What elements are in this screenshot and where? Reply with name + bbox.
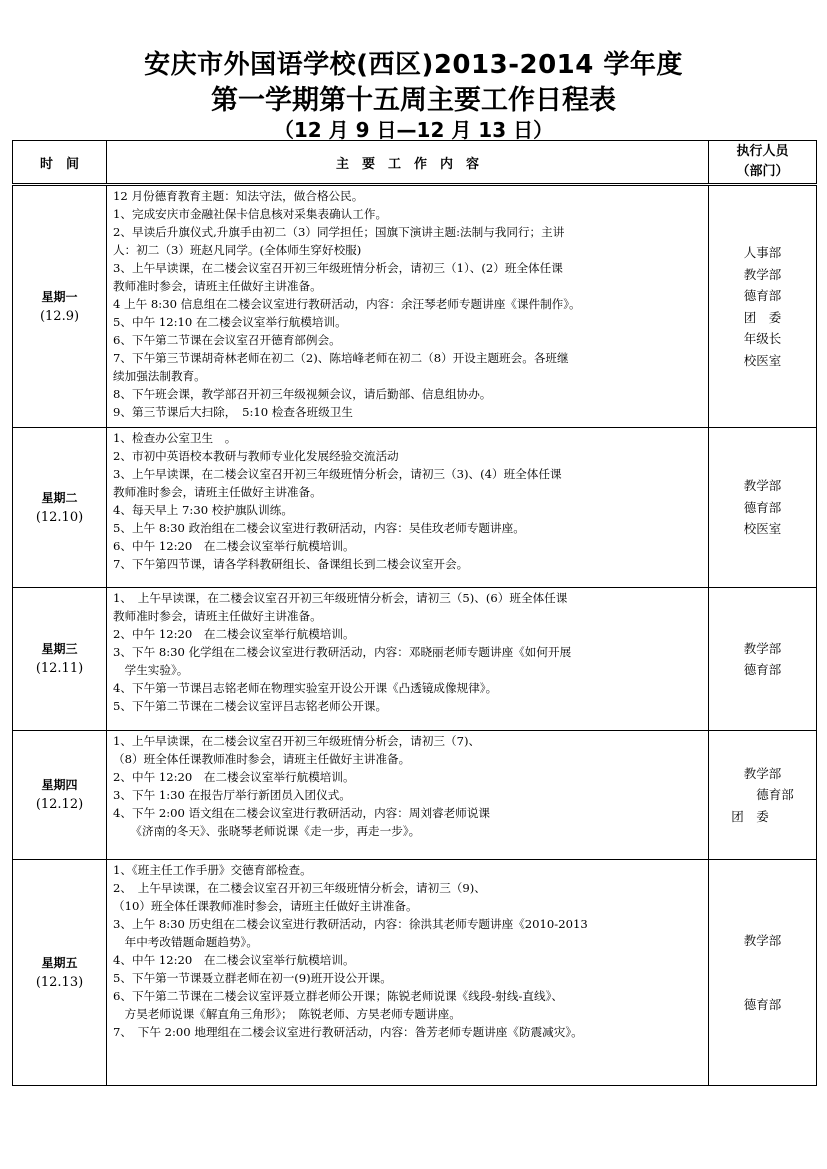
content-line: 3、上午早读课，在二楼会议室召开初三年级班情分析会，请初三（3)、(4）班全体任课 xyxy=(113,467,562,481)
content-line: 6、下午第二节课在二楼会议室评聂立群老师公开课；陈锐老师说课《线段-射线-直线》、 xyxy=(113,989,563,1003)
content-line: 2、中午 12:20 在二楼会议室举行航模培训。 xyxy=(113,770,355,784)
staff-cell xyxy=(709,428,817,588)
content-line: 5、中午 12:10 在二楼会议室举行航模培训。 xyxy=(113,315,347,329)
date-range: （12 月 9 日—12 月 13 日） xyxy=(273,118,554,142)
day-name: 星期三 xyxy=(41,642,78,656)
content-line: 《济南的冬天》、张晓琴老师说课《走一步，再走一步》。 xyxy=(113,824,421,838)
content-line: 1、 上午早读课，在二楼会议室召开初三年级班情分析会，请初三（5)、(6）班全体任课 xyxy=(113,591,568,605)
staff-item xyxy=(710,951,815,973)
staff-cell xyxy=(709,731,817,860)
content-line: 4、中午 12:20 在二楼会议室举行航模培训。 xyxy=(113,953,355,967)
content-line: 6、下午第二节课在会议室召开德育部例会。 xyxy=(113,333,341,347)
content-line: 教师准时参会，请班主任做好主讲准备。 xyxy=(113,485,322,499)
content-line: 7、 下午 2:00 地理组在二楼会议室进行教研活动，内容：昝芳老师专题讲座《防震减灾》。 xyxy=(113,1025,583,1039)
column-header-content: 主 要 工 作 内 容 xyxy=(107,141,709,185)
day-cell xyxy=(13,185,107,428)
content-line: 年中考改错题命题趋势》。 xyxy=(113,935,258,949)
content-line: 8、下午班会课，教学部召开初三年级视频会议，请后勤部、信息组协办。 xyxy=(113,387,492,401)
content-line: 人：初二（3）班赵凡同学。(全体师生穿好校服) xyxy=(113,243,362,257)
staff-item: 德育部 xyxy=(743,662,782,677)
content-line: 1、《班主任工作手册》交德育部检查。 xyxy=(113,863,312,877)
content-line: 4、每天早上 7:30 校护旗队训练。 xyxy=(113,503,293,517)
day-name: 星期五 xyxy=(41,955,78,970)
content-line: 5、上午 8:30 政治组在二楼会议室进行教研活动，内容：吴佳玫老师专题讲座。 xyxy=(113,521,525,535)
staff-item: 德育部 xyxy=(743,499,782,515)
staff-item: 年级长 xyxy=(743,331,782,346)
content-line: 3、上午早读课，在二楼会议室召开初三年级班情分析会，请初三（1）、(2）班全体任课 xyxy=(113,261,563,275)
content-line: 1、上午早读课，在二楼会议室召开初三年级班情分析会，请初三（7)、 xyxy=(113,734,481,748)
content-line: 4、下午 2:00 语文组在二楼会议室进行教研活动，内容：周刘睿老师说课 xyxy=(113,806,491,820)
staff-item: 校医室 xyxy=(743,521,782,537)
content-line: 3、下午 8:30 化学组在二楼会议室进行教研活动，内容：邓晓丽老师专题讲座《如何开展 xyxy=(113,645,572,659)
content-line: 教师准时参会，请班主任做好主讲准备。 xyxy=(113,279,322,293)
day-name: 星期一 xyxy=(41,289,78,304)
day-name: 星期四 xyxy=(41,778,78,792)
staff-item: 教学部 xyxy=(743,765,782,781)
content-line: 7、下午第三节课胡奇林老师在初二（2)、陈培峰老师在初二（8）开设主题班会。各班继 xyxy=(113,351,569,365)
staff-item: 教学部 xyxy=(743,932,782,948)
title-line-1: 安庆市外国语学校(西区)2013-2014 学年度 xyxy=(144,50,683,80)
day-row xyxy=(13,428,817,588)
staff-item: 校医室 xyxy=(743,352,782,368)
content-cell xyxy=(107,860,709,1086)
content-cell xyxy=(107,588,709,731)
content-line: 7、下午第四节课，请各学科教研组长、备课组长到二楼会议室开会。 xyxy=(113,557,469,571)
content-line: 1、检查办公室卫生 。 xyxy=(113,431,237,445)
schedule-body xyxy=(13,185,817,1086)
day-name: 星期二 xyxy=(41,490,78,505)
staff-item: 德育部 xyxy=(731,787,794,803)
day-cell xyxy=(13,860,107,1086)
day-cell xyxy=(13,588,107,731)
content-line: 1、完成安庆市金融社保卡信息核对采集表确认工作。 xyxy=(113,207,388,221)
staff-header-line1: 执行人员 xyxy=(736,144,789,159)
content-line: 2、早读后升旗仪式,升旗手由初二（3）同学担任；国旗下演讲主题:法制与我同行；主讲 xyxy=(113,225,565,239)
staff-cell xyxy=(709,588,817,731)
content-line: 12 月份德育教育主题：知法守法，做合格公民。 xyxy=(113,189,364,203)
day-row xyxy=(13,185,817,428)
day-date: (12.12) xyxy=(35,797,84,812)
column-header-time: 时 间 xyxy=(13,141,107,185)
day-date: (12.9) xyxy=(39,308,80,324)
staff-item: 德育部 xyxy=(743,997,782,1012)
content-line: 4、下午第一节课吕志铭老师在物理实验室开设公开课《凸透镜成像规律》。 xyxy=(113,681,498,695)
day-date: (12.10) xyxy=(35,509,84,525)
content-line: 5、下午第一节课聂立群老师在初一(9)班开设公开课。 xyxy=(113,971,392,985)
content-line: 4 上午 8:30 信息组在二楼会议室进行教研活动，内容：余汪琴老师专题讲座《课件制作》。 xyxy=(113,297,581,311)
staff-item: 团 委 xyxy=(731,808,794,824)
content-line: 续加强法制教育。 xyxy=(113,369,206,383)
staff-header-line2: （部门） xyxy=(736,164,789,179)
content-line: 6、中午 12:20 在二楼会议室举行航模培训。 xyxy=(113,539,355,553)
content-line: 方昊老师说课《解直角三角形》； 陈锐老师、方昊老师专题讲座。 xyxy=(113,1007,461,1021)
column-header-staff xyxy=(709,141,817,185)
content-line: 2、市初中英语校本教研与教师专业化发展经验交流活动 xyxy=(113,449,399,463)
staff-item: 教学部 xyxy=(743,478,782,494)
staff-item: 教学部 xyxy=(743,266,782,282)
staff-item: 德育部 xyxy=(743,288,782,303)
title-line-2: 第一学期第十五周主要工作日程表 xyxy=(211,85,616,116)
staff-cell xyxy=(709,185,817,428)
content-line: 3、下午 1:30 在报告厅举行新团员入团仪式。 xyxy=(113,788,351,802)
content-line: （10）班全体任课教师准时参会，请班主任做好主讲准备。 xyxy=(113,899,418,913)
content-line: （8）班全体任课教师准时参会，请班主任做好主讲准备。 xyxy=(113,752,411,766)
day-row xyxy=(13,588,817,731)
staff-cell xyxy=(709,860,817,1086)
content-cell xyxy=(107,731,709,860)
content-line: 学生实验》。 xyxy=(113,663,189,677)
schedule-table xyxy=(12,140,817,1086)
content-line: 教师准时参会，请班主任做好主讲准备。 xyxy=(113,609,322,623)
day-date: (12.11) xyxy=(35,661,84,676)
staff-item: 团 委 xyxy=(743,309,782,325)
staff-item: 人事部 xyxy=(743,245,782,260)
staff-item: 教学部 xyxy=(743,640,782,656)
content-line: 9、第三节课后大扫除， 5:10 检查各班级卫生 xyxy=(113,405,353,419)
staff-item xyxy=(710,973,815,995)
day-row xyxy=(13,731,817,860)
header-row xyxy=(13,141,817,185)
content-line: 5、下午第二节课在二楼会议室评吕志铭老师公开课。 xyxy=(113,699,388,713)
content-cell xyxy=(107,428,709,588)
content-cell xyxy=(107,185,709,428)
content-line: 3、上午 8:30 历史组在二楼会议室进行教研活动，内容：徐洪其老师专题讲座《2010-2013 xyxy=(113,917,588,931)
day-cell xyxy=(13,428,107,588)
day-cell xyxy=(13,731,107,860)
day-date: (12.13) xyxy=(35,974,84,990)
day-row xyxy=(13,860,817,1086)
content-line: 2、 上午早读课，在二楼会议室召开初三年级班情分析会，请初三（9)、 xyxy=(113,881,486,895)
content-line: 2、中午 12:20 在二楼会议室举行航模培训。 xyxy=(113,627,355,641)
